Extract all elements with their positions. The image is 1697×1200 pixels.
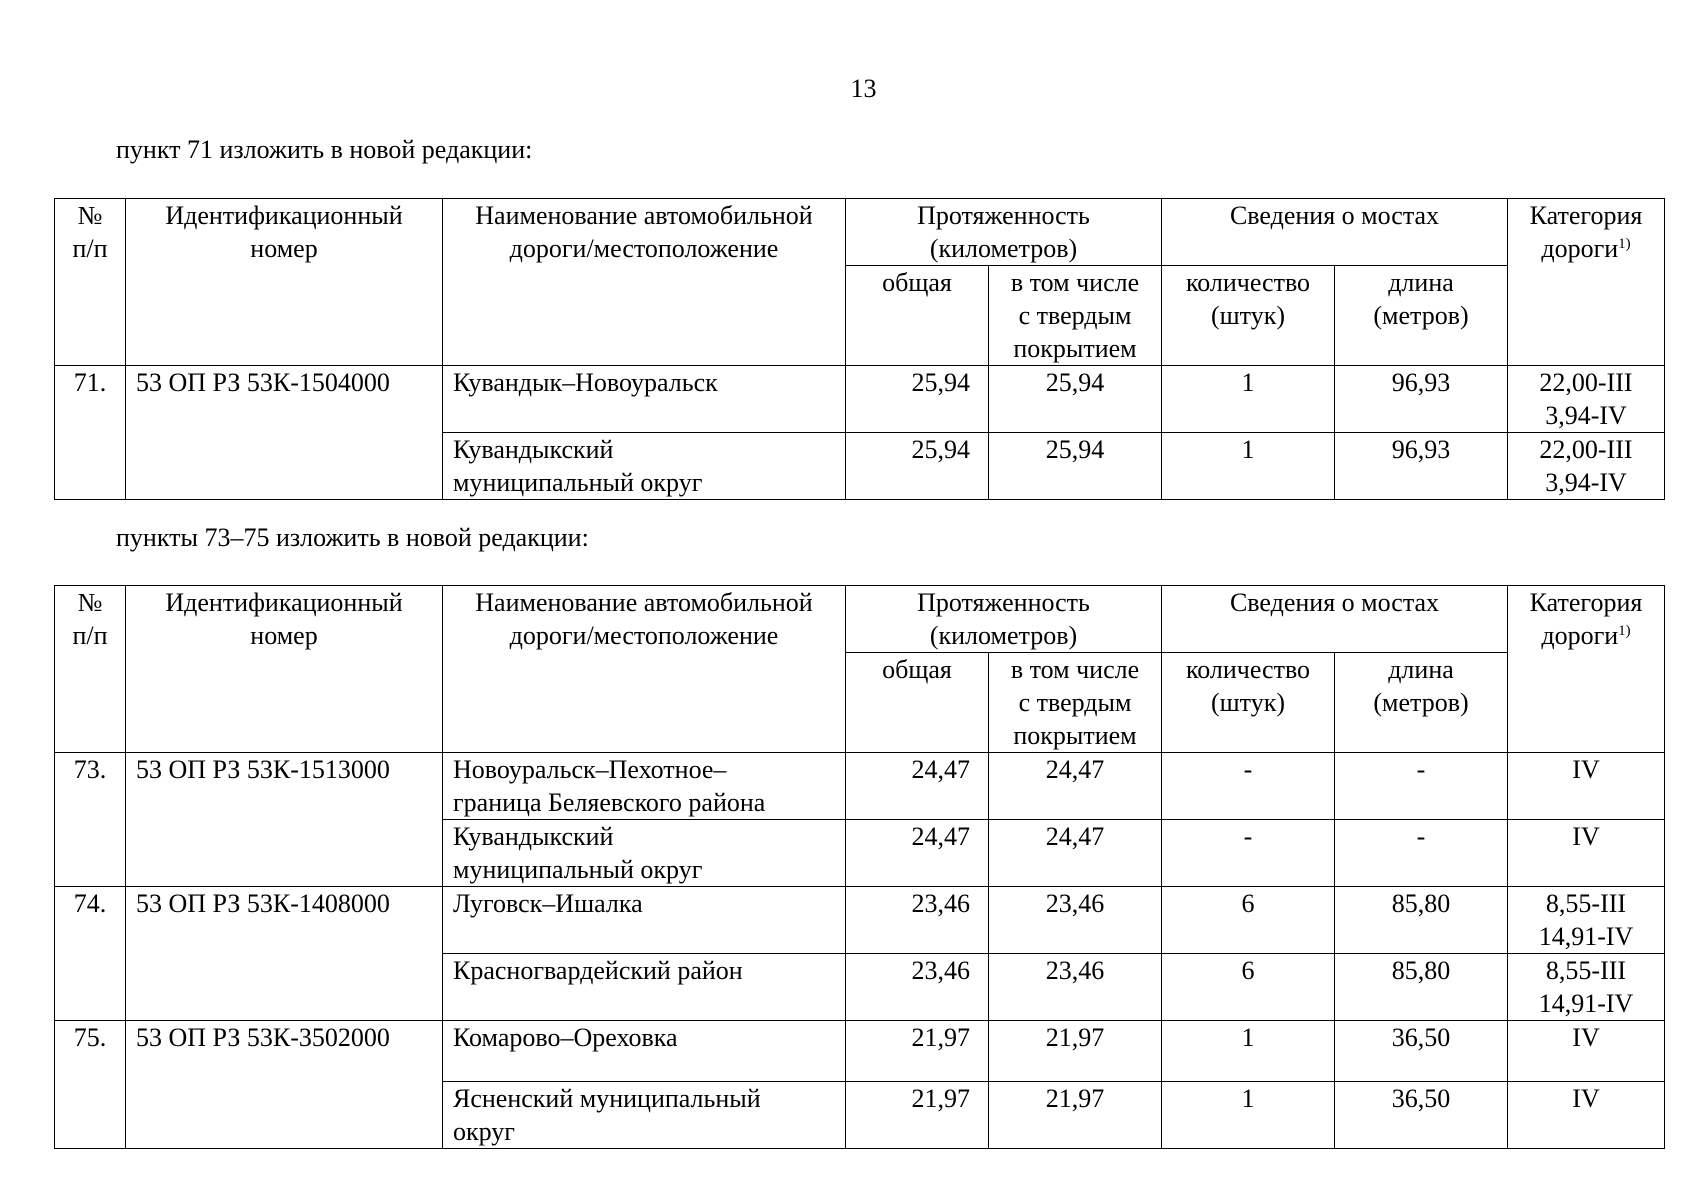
category-line: 22,00-III bbox=[1539, 368, 1633, 397]
road-name bbox=[443, 1021, 846, 1082]
road-name bbox=[443, 366, 846, 433]
bridges-count: 1 bbox=[1162, 1082, 1335, 1149]
road-name-line: Кувандыкский bbox=[453, 435, 614, 464]
length-hard: 24,47 bbox=[989, 753, 1162, 820]
road-name-line: граница Беляевского района bbox=[453, 788, 766, 817]
bridges-length: 96,93 bbox=[1335, 366, 1508, 433]
road-category bbox=[1508, 887, 1665, 954]
bridges-length: 36,50 bbox=[1335, 1082, 1508, 1149]
header-bridges-count bbox=[1162, 653, 1335, 753]
category-line: IV bbox=[1572, 822, 1600, 851]
road-name-line: Кувандыкский bbox=[453, 822, 614, 851]
header-number bbox=[55, 586, 126, 753]
road-category bbox=[1508, 366, 1665, 433]
header-text: дороги/местоположение bbox=[509, 621, 779, 650]
header-text: № bbox=[77, 201, 103, 230]
bridges-length: 36,50 bbox=[1335, 1021, 1508, 1082]
road-category bbox=[1508, 753, 1665, 820]
header-bridges bbox=[1162, 199, 1508, 266]
road-name-line: муниципальный округ bbox=[453, 468, 703, 497]
footnote-mark: 1) bbox=[1618, 236, 1631, 252]
header-length bbox=[846, 586, 1162, 653]
length-total: 23,46 bbox=[846, 954, 989, 1021]
header-length-hard bbox=[989, 266, 1162, 366]
header-text: количество bbox=[1185, 655, 1311, 684]
header-length-total bbox=[846, 266, 989, 366]
header-text: (километров) bbox=[929, 621, 1078, 650]
roads-table-2 bbox=[54, 585, 1665, 1149]
table-row bbox=[55, 753, 1665, 820]
header-length-hard bbox=[989, 653, 1162, 753]
header-length bbox=[846, 199, 1162, 266]
header-text: (километров) bbox=[929, 234, 1078, 263]
header-text: с твердым bbox=[1018, 688, 1132, 717]
header-text: дороги bbox=[1541, 234, 1619, 263]
road-category bbox=[1508, 433, 1665, 500]
road-name-line: Кувандык–Новоуральск bbox=[453, 368, 718, 397]
header-category bbox=[1508, 586, 1665, 753]
header-text: п/п bbox=[72, 621, 108, 650]
road-name-line: Комарово–Ореховка bbox=[453, 1023, 678, 1052]
header-number bbox=[55, 199, 126, 366]
bridges-count: - bbox=[1162, 820, 1335, 887]
length-hard: 23,46 bbox=[989, 954, 1162, 1021]
category-line: IV bbox=[1572, 1084, 1600, 1113]
length-total: 25,94 bbox=[846, 366, 989, 433]
header-text: общая bbox=[882, 268, 952, 297]
length-total: 23,46 bbox=[846, 887, 989, 954]
bridges-count: 1 bbox=[1162, 433, 1335, 500]
road-category bbox=[1508, 820, 1665, 887]
intro-paragraph-1: пункт 71 изложить в новой редакции: bbox=[116, 135, 533, 164]
category-line: IV bbox=[1572, 1023, 1600, 1052]
row-number: 75. bbox=[55, 1021, 126, 1149]
footnote-mark: 1) bbox=[1618, 623, 1631, 639]
bridges-count: 6 bbox=[1162, 954, 1335, 1021]
category-line: 3,94-IV bbox=[1545, 468, 1627, 497]
road-name bbox=[443, 954, 846, 1021]
category-line: 8,55-III bbox=[1545, 889, 1627, 918]
header-text: Наименование автомобильной bbox=[475, 588, 813, 617]
header-text: Сведения о мостах bbox=[1229, 588, 1440, 617]
header-text: длина bbox=[1388, 655, 1454, 684]
table-row bbox=[55, 887, 1665, 954]
road-name bbox=[443, 820, 846, 887]
header-text: Идентификационный bbox=[165, 201, 403, 230]
length-total: 24,47 bbox=[846, 753, 989, 820]
header-text: (штук) bbox=[1211, 688, 1285, 717]
header-bridges-length bbox=[1335, 266, 1508, 366]
length-hard: 21,97 bbox=[989, 1082, 1162, 1149]
header-category bbox=[1508, 199, 1665, 366]
bridges-length: 96,93 bbox=[1335, 433, 1508, 500]
header-text bbox=[1514, 232, 1658, 265]
table-header bbox=[55, 199, 1665, 366]
road-name bbox=[443, 433, 846, 500]
bridges-count: 6 bbox=[1162, 887, 1335, 954]
header-text: в том числе bbox=[1010, 268, 1140, 297]
road-name-line: округ bbox=[453, 1117, 515, 1146]
bridges-count: 1 bbox=[1162, 366, 1335, 433]
header-text: (метров) bbox=[1373, 688, 1469, 717]
road-category bbox=[1508, 954, 1665, 1021]
length-total: 24,47 bbox=[846, 820, 989, 887]
road-name bbox=[443, 887, 846, 954]
header-bridges-count bbox=[1162, 266, 1335, 366]
header-text: покрытием bbox=[1013, 721, 1137, 750]
road-category bbox=[1508, 1021, 1665, 1082]
road-id: 53 ОП РЗ 53К-1504000 bbox=[126, 366, 443, 500]
header-text: № bbox=[77, 588, 103, 617]
header-text: общая bbox=[882, 655, 952, 684]
length-total: 21,97 bbox=[846, 1021, 989, 1082]
header-text: покрытием bbox=[1013, 334, 1137, 363]
category-line: 14,91-IV bbox=[1538, 989, 1634, 1018]
header-text: длина bbox=[1388, 268, 1454, 297]
road-id: 53 ОП РЗ 53К-3502000 bbox=[126, 1021, 443, 1149]
road-name-line: Ясненский муниципальный bbox=[453, 1084, 761, 1113]
length-hard: 24,47 bbox=[989, 820, 1162, 887]
length-hard: 23,46 bbox=[989, 887, 1162, 954]
header-text: Сведения о мостах bbox=[1229, 201, 1440, 230]
header-text: (штук) bbox=[1211, 301, 1285, 330]
bridges-length: 85,80 bbox=[1335, 887, 1508, 954]
road-name bbox=[443, 753, 846, 820]
length-total: 21,97 bbox=[846, 1082, 989, 1149]
road-name-line: муниципальный округ bbox=[453, 855, 703, 884]
header-bridges-length bbox=[1335, 653, 1508, 753]
header-text: п/п bbox=[72, 234, 108, 263]
bridges-length: 85,80 bbox=[1335, 954, 1508, 1021]
header-name bbox=[443, 586, 846, 753]
row-number: 74. bbox=[55, 887, 126, 1021]
category-line: 14,91-IV bbox=[1538, 922, 1634, 951]
row-number: 71. bbox=[55, 366, 126, 500]
header-row bbox=[55, 199, 1665, 266]
bridges-count: - bbox=[1162, 753, 1335, 820]
length-hard: 25,94 bbox=[989, 366, 1162, 433]
header-text: Категория bbox=[1529, 201, 1643, 230]
intro-paragraph-2: пункты 73–75 изложить в новой редакции: bbox=[116, 523, 589, 552]
roads-table-1 bbox=[54, 198, 1665, 500]
header-text: номер bbox=[250, 234, 318, 263]
header-text: номер bbox=[250, 621, 318, 650]
table-row bbox=[55, 1021, 1665, 1082]
length-total: 25,94 bbox=[846, 433, 989, 500]
table-header bbox=[55, 586, 1665, 753]
header-length-total bbox=[846, 653, 989, 753]
road-name bbox=[443, 1082, 846, 1149]
bridges-length: - bbox=[1335, 753, 1508, 820]
header-name bbox=[443, 199, 846, 366]
header-text: дороги/местоположение bbox=[509, 234, 779, 263]
header-text: Категория bbox=[1529, 588, 1643, 617]
header-id bbox=[126, 586, 443, 753]
bridges-count: 1 bbox=[1162, 1021, 1335, 1082]
header-text: Протяженность bbox=[917, 588, 1090, 617]
road-id: 53 ОП РЗ 53К-1513000 bbox=[126, 753, 443, 887]
table-body bbox=[55, 366, 1665, 500]
table-body bbox=[55, 753, 1665, 1149]
category-line: 8,55-III bbox=[1545, 956, 1627, 985]
page-number: 13 bbox=[850, 74, 877, 103]
header-text: в том числе bbox=[1010, 655, 1140, 684]
header-bridges bbox=[1162, 586, 1508, 653]
category-line: 3,94-IV bbox=[1545, 401, 1627, 430]
header-text: Наименование автомобильной bbox=[475, 201, 813, 230]
row-number: 73. bbox=[55, 753, 126, 887]
header-text: Идентификационный bbox=[165, 588, 403, 617]
header-id bbox=[126, 199, 443, 366]
header-text: количество bbox=[1185, 268, 1311, 297]
category-line: IV bbox=[1572, 755, 1600, 784]
header-text: с твердым bbox=[1018, 301, 1132, 330]
length-hard: 21,97 bbox=[989, 1021, 1162, 1082]
bridges-length: - bbox=[1335, 820, 1508, 887]
road-name-line: Новоуральск–Пехотное– bbox=[453, 755, 727, 784]
road-category bbox=[1508, 1082, 1665, 1149]
table-row bbox=[55, 366, 1665, 433]
category-line: 22,00-III bbox=[1539, 435, 1633, 464]
header-text bbox=[1514, 619, 1658, 652]
road-id: 53 ОП РЗ 53К-1408000 bbox=[126, 887, 443, 1021]
road-name-line: Красногвардейский район bbox=[453, 956, 743, 985]
length-hard: 25,94 bbox=[989, 433, 1162, 500]
road-name-line: Луговск–Ишалка bbox=[453, 889, 643, 918]
header-text: (метров) bbox=[1373, 301, 1469, 330]
header-row bbox=[55, 586, 1665, 653]
header-text: Протяженность bbox=[917, 201, 1090, 230]
header-text: дороги bbox=[1541, 621, 1619, 650]
